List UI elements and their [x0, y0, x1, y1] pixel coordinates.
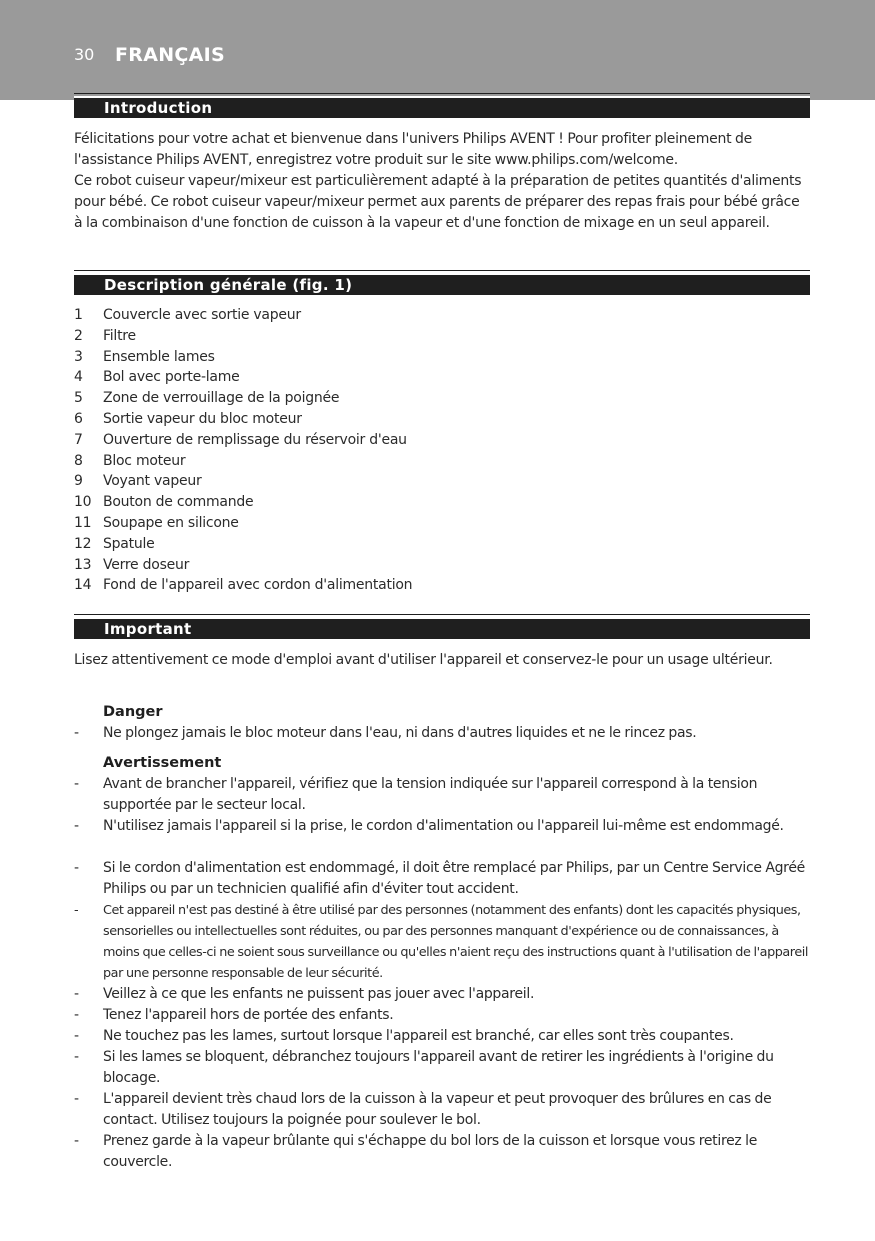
- list-item: 8 Bloc moteur: [74, 452, 186, 469]
- warning-item: - Si les lames se bloquent, débranchez toujours l'appareil avant de retirer les ingrédients à l'origine du blocage.: [74, 1049, 774, 1086]
- section-title: Introduction: [104, 99, 213, 117]
- warning-item: - Prenez garde à la vapeur brûlante qui s'échappe du bol lors de la cuisson et lorsque vous retirez le couvercle.: [74, 1133, 758, 1170]
- important-intro: Lisez attentivement ce mode d'emploi avant d'utiliser l'appareil et conservez-le pour un usage ultérieur.: [74, 652, 773, 668]
- list-item: 1 Couvercle avec sortie vapeur: [74, 307, 301, 323]
- list-item: 4 Bol avec porte-lame: [74, 369, 240, 386]
- list-item: 6 Sortie vapeur du bloc moteur: [74, 410, 302, 427]
- list-item: 2 Filtre: [74, 327, 136, 344]
- warning-item: - Avant de brancher l'appareil, vérifiez que la tension indiquée sur l'appareil correspond à la tension supportée par le secteur local.: [74, 776, 758, 813]
- list-item: 5 Zone de verrouillage de la poignée: [74, 390, 340, 407]
- section-title: Important: [104, 620, 192, 638]
- section-title: Description générale (fig. 1): [104, 276, 353, 294]
- list-item: 9 Voyant vapeur: [74, 473, 202, 490]
- list-item: 11 Soupape en silicone: [74, 514, 239, 531]
- warning-item: - L'appareil devient très chaud lors de la cuisson à la vapeur et peut provoquer des brûlures en cas de contact. Utilisez toujours la poignée pour soulever le bol.: [74, 1091, 772, 1128]
- section-header-introduction: [74, 96, 810, 118]
- list-item: 3 Ensemble lames: [74, 348, 215, 365]
- warning-item: - Si le cordon d'alimentation est endommagé, il doit être remplacé par Philips, par un Centre Service Agréé Philips ou par un technicien qualifié afin d'éviter tout accident.: [74, 860, 805, 897]
- page-number: 30: [74, 45, 95, 64]
- list-item: 7 Ouverture de remplissage du réservoir d'eau: [74, 431, 407, 448]
- list-item: 13 Verre doseur: [74, 556, 190, 573]
- danger-heading: Danger: [103, 704, 163, 720]
- section-rule: [74, 614, 810, 615]
- list-item: 12 Spatule: [74, 535, 155, 552]
- section-rule: [74, 270, 810, 271]
- warning-item: - Ne touchez pas les lames, surtout lorsque l'appareil est branché, car elles sont très coupantes.: [74, 1028, 734, 1044]
- danger-item: - Ne plongez jamais le bloc moteur dans l'eau, ni dans d'autres liquides et ne le rincez pas.: [74, 725, 697, 741]
- warning-item: - Veillez à ce que les enfants ne puissent pas jouer avec l'appareil.: [74, 986, 535, 1002]
- warning-heading: Avertissement: [103, 755, 222, 771]
- intro-paragraph-1: Félicitations pour votre achat et bienvenue dans l'univers Philips AVENT ! Pour profiter pleinement de l'assistance Philips AVENT, enregistrez votre produit sur le site www.philips.com/welcome.: [74, 131, 753, 168]
- section-header-important: [74, 617, 810, 639]
- warning-item: - N'utilisez jamais l'appareil si la prise, le cordon d'alimentation ou l'appareil lui-même est endommagé.: [74, 818, 784, 834]
- warning-item: - Cet appareil n'est pas destiné à être utilisé par des personnes (notamment des enfants) dont les capacités physiques, sensorielles ou intellectuelles sont réduites, ou par des personnes manquant d'expérience ou de connaissances, à moins que celles-ci ne soient sous surveillance ou qu'elles n'aient reçu des instructions quant à l'utilisation de l'appareil par une personne responsable de leur sécurité.: [74, 903, 808, 981]
- warning-item: - Tenez l'appareil hors de portée des enfants.: [74, 1007, 394, 1023]
- intro-paragraph-2: Ce robot cuiseur vapeur/mixeur est particulièrement adapté à la préparation de petites quantités d'aliments pour bébé. Ce robot cuiseur vapeur/mixeur permet aux parents de préparer des repas frais pour bébé grâce à la combinaison d'une fonction de cuisson à la vapeur et d'une fonction de mixage en un seul appareil.: [74, 173, 802, 231]
- list-item: 14 Fond de l'appareil avec cordon d'alimentation: [74, 577, 413, 594]
- list-item: 10 Bouton de commande: [74, 494, 254, 511]
- parts-list: [74, 305, 810, 596]
- language-title: FRANÇAIS: [115, 44, 226, 66]
- section-rule: [74, 93, 810, 94]
- section-header-description: [74, 273, 810, 295]
